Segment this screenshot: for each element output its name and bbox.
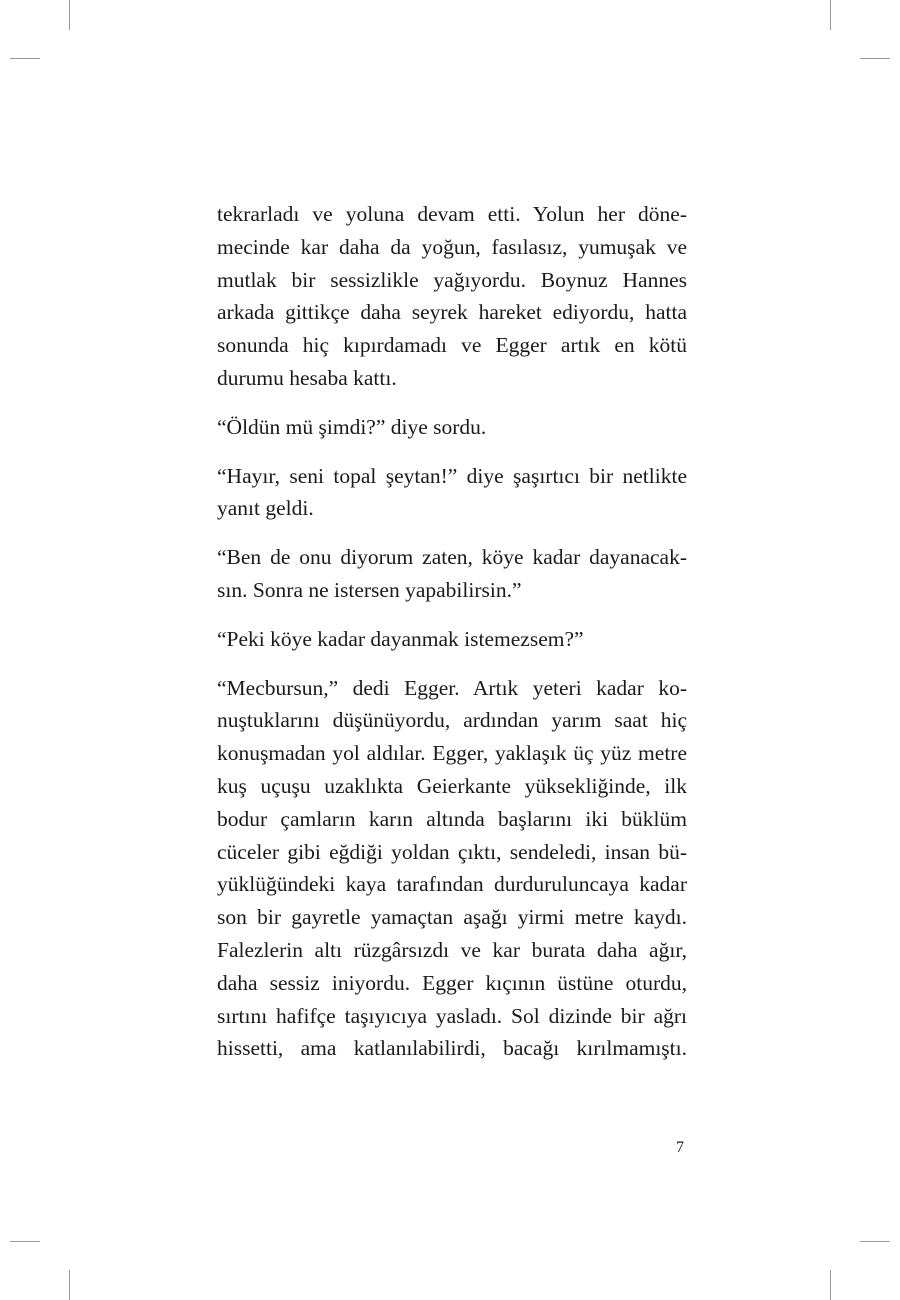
text-line: mecinde kar daha da yoğun, fasılasız, yumuşak ve	[217, 234, 687, 259]
text-line: daha sessiz iniyordu. Egger kıçının üstüne oturdu,	[217, 970, 687, 995]
text-line: “Mecbursun,” dedi Egger. Artık yeteri kadar ko-	[217, 675, 687, 700]
text-line: yanıt geldi.	[217, 496, 314, 521]
paragraph	[217, 411, 687, 444]
text-line: “Peki köye kadar dayanmak istemezsem?”	[217, 626, 584, 651]
text-line: arkada gittikçe daha seyrek hareket ediyordu, hatta	[217, 300, 687, 325]
crop-mark-top-right-horizontal	[860, 58, 890, 59]
paragraph	[217, 460, 687, 526]
page-number: 7	[676, 1139, 684, 1156]
crop-mark-top-left-vertical	[69, 0, 70, 30]
crop-mark-bottom-left-horizontal	[10, 1241, 40, 1242]
crop-mark-top-left-horizontal	[10, 58, 40, 59]
text-line: nuştuklarını düşünüyordu, ardından yarım saat hiç	[217, 708, 687, 733]
text-line: yüklüğündeki kaya tarafından durduruluncaya kadar	[217, 872, 687, 897]
text-line: bodur çamların karın altında başlarını iki büklüm	[217, 806, 687, 831]
paragraph	[217, 623, 687, 656]
text-line: sırtını hafifçe taşıyıcıya yasladı. Sol dizinde bir ağrı	[217, 1003, 687, 1028]
text-line: cüceler gibi eğdiği yoldan çıktı, sendeledi, insan bü-	[217, 839, 687, 864]
crop-mark-bottom-right-vertical	[830, 1270, 831, 1300]
text-line: “Öldün mü şimdi?” diye sordu.	[217, 414, 487, 439]
crop-mark-bottom-left-vertical	[69, 1270, 70, 1300]
body-text	[217, 198, 687, 1081]
text-line: “Ben de onu diyorum zaten, köye kadar dayanacak-	[217, 545, 687, 570]
text-line: hissetti, ama katlanılabilirdi, bacağı kırılmamıştı.	[217, 1036, 687, 1061]
paragraph	[217, 672, 687, 1066]
text-line: Falezlerin altı rüzgârsızdı ve kar burata daha ağır,	[217, 937, 687, 962]
text-line: durumu hesaba kattı.	[217, 365, 397, 390]
text-line: tekrarladı ve yoluna devam etti. Yolun her döne-	[217, 202, 687, 226]
text-line: sonunda hiç kıpırdamadı ve Egger artık en kötü	[217, 333, 687, 358]
text-line: sın. Sonra ne istersen yapabilirsin.”	[217, 577, 522, 602]
text-line: mutlak bir sessizlikle yağıyordu. Boynuz Hannes	[217, 267, 687, 292]
crop-mark-top-right-vertical	[830, 0, 831, 30]
crop-mark-bottom-right-horizontal	[860, 1241, 890, 1242]
text-line: “Hayır, seni topal şeytan!” diye şaşırtıcı bir netlikte	[217, 463, 687, 488]
paragraph	[217, 541, 687, 607]
text-line: son bir gayretle yamaçtan aşağı yirmi metre kaydı.	[217, 905, 687, 930]
text-line: kuş uçuşu uzaklıkta Geierkante yüksekliğinde, ilk	[217, 773, 687, 798]
text-line: konuşmadan yol aldılar. Egger, yaklaşık üç yüz metre	[217, 741, 687, 766]
paragraph	[217, 198, 687, 395]
